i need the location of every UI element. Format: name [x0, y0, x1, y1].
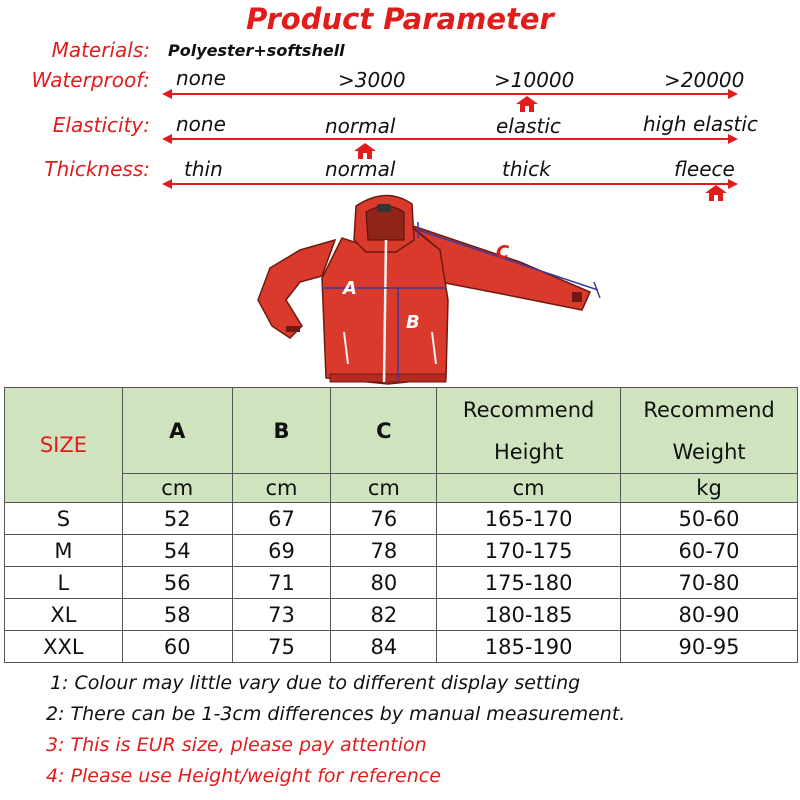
waterproof-option: >10000 [494, 68, 575, 92]
unit-cell: cm [437, 474, 621, 503]
measure-a-label: A [343, 278, 357, 299]
table-cell: 54 [122, 535, 232, 567]
size-cell: XXL [5, 631, 123, 663]
elasticity-option: high elastic [643, 112, 758, 136]
column-header-recommend-height [437, 388, 621, 474]
table-header-row [5, 388, 798, 474]
unit-row [5, 474, 798, 503]
table-cell: 82 [331, 599, 437, 631]
waterproof-option: >20000 [664, 68, 745, 92]
scale-arrow-right [728, 89, 738, 99]
note-2: 2: There can be 1-3cm differences by manual measurement. [46, 703, 626, 725]
thickness-scale-line [170, 183, 730, 185]
table-row [5, 535, 798, 567]
elasticity-option: none [176, 112, 226, 136]
note-1: 1: Colour may little vary due to different display setting [50, 672, 581, 694]
thickness-selected-marker-icon [705, 185, 727, 201]
column-header-line: Weight [672, 439, 746, 464]
column-header-line: Recommend [643, 397, 775, 422]
column-header-b: B [232, 388, 331, 474]
table-cell: 170-175 [437, 535, 621, 567]
unit-cell: cm [331, 474, 437, 503]
size-cell: M [5, 535, 123, 567]
table-row [5, 503, 798, 535]
table-cell: 84 [331, 631, 437, 663]
unit-cell: cm [122, 474, 232, 503]
table-cell: 60 [122, 631, 232, 663]
table-cell: 80-90 [621, 599, 798, 631]
size-cell: L [5, 567, 123, 599]
table-cell: 58 [122, 599, 232, 631]
table-cell: 80 [331, 567, 437, 599]
thickness-option: normal [325, 157, 396, 181]
column-header-a: A [122, 388, 232, 474]
table-cell: 52 [122, 503, 232, 535]
size-cell: S [5, 503, 123, 535]
waterproof-option: none [176, 66, 226, 90]
table-cell: 76 [331, 503, 437, 535]
table-cell: 67 [232, 503, 331, 535]
measure-c-label: C [496, 242, 510, 263]
table-cell: 73 [232, 599, 331, 631]
elasticity-option: elastic [496, 114, 561, 138]
column-header-c: C [331, 388, 437, 474]
page-title: Product Parameter [246, 2, 554, 36]
jacket-diagram [250, 190, 610, 390]
table-cell: 56 [122, 567, 232, 599]
table-cell: 78 [331, 535, 437, 567]
waterproof-selected-marker-icon [516, 96, 538, 112]
table-row [5, 599, 798, 631]
table-cell: 70-80 [621, 567, 798, 599]
column-header-line: Height [493, 439, 564, 464]
thickness-label: Thickness: [44, 157, 150, 181]
table-cell: 75 [232, 631, 331, 663]
note-4: 4: Please use Height/weight for reference [46, 765, 441, 787]
materials-label: Materials: [51, 38, 150, 62]
thickness-option: thin [184, 157, 223, 181]
measure-b-label: B [406, 312, 420, 333]
scale-arrow-right [728, 134, 738, 144]
table-cell: 175-180 [437, 567, 621, 599]
table-cell: 69 [232, 535, 331, 567]
column-header-recommend-weight [621, 388, 798, 474]
waterproof-label: Waterproof: [31, 68, 150, 92]
note-3: 3: This is EUR size, please pay attention [46, 734, 427, 756]
column-header-line: Recommend [462, 397, 595, 422]
table-cell: 165-170 [437, 503, 621, 535]
thickness-option: fleece [674, 157, 735, 181]
table-row [5, 567, 798, 599]
table-cell: 50-60 [621, 503, 798, 535]
waterproof-scale-line [170, 93, 730, 95]
unit-cell: kg [621, 474, 798, 503]
scale-arrow-right [728, 179, 738, 189]
size-header: SIZE [5, 388, 123, 503]
table-cell: 185-190 [437, 631, 621, 663]
table-cell: 71 [232, 567, 331, 599]
table-cell: 60-70 [621, 535, 798, 567]
unit-cell: cm [232, 474, 331, 503]
table-cell: 180-185 [437, 599, 621, 631]
size-chart-table [4, 387, 798, 663]
thickness-option: thick [502, 157, 551, 181]
elasticity-label: Elasticity: [52, 113, 150, 137]
table-row [5, 631, 798, 663]
waterproof-option: >3000 [338, 68, 406, 92]
table-cell: 90-95 [621, 631, 798, 663]
elasticity-scale-line [170, 138, 730, 140]
materials-value: Polyester+softshell [168, 41, 345, 60]
size-cell: XL [5, 599, 123, 631]
elasticity-option: normal [325, 114, 396, 138]
